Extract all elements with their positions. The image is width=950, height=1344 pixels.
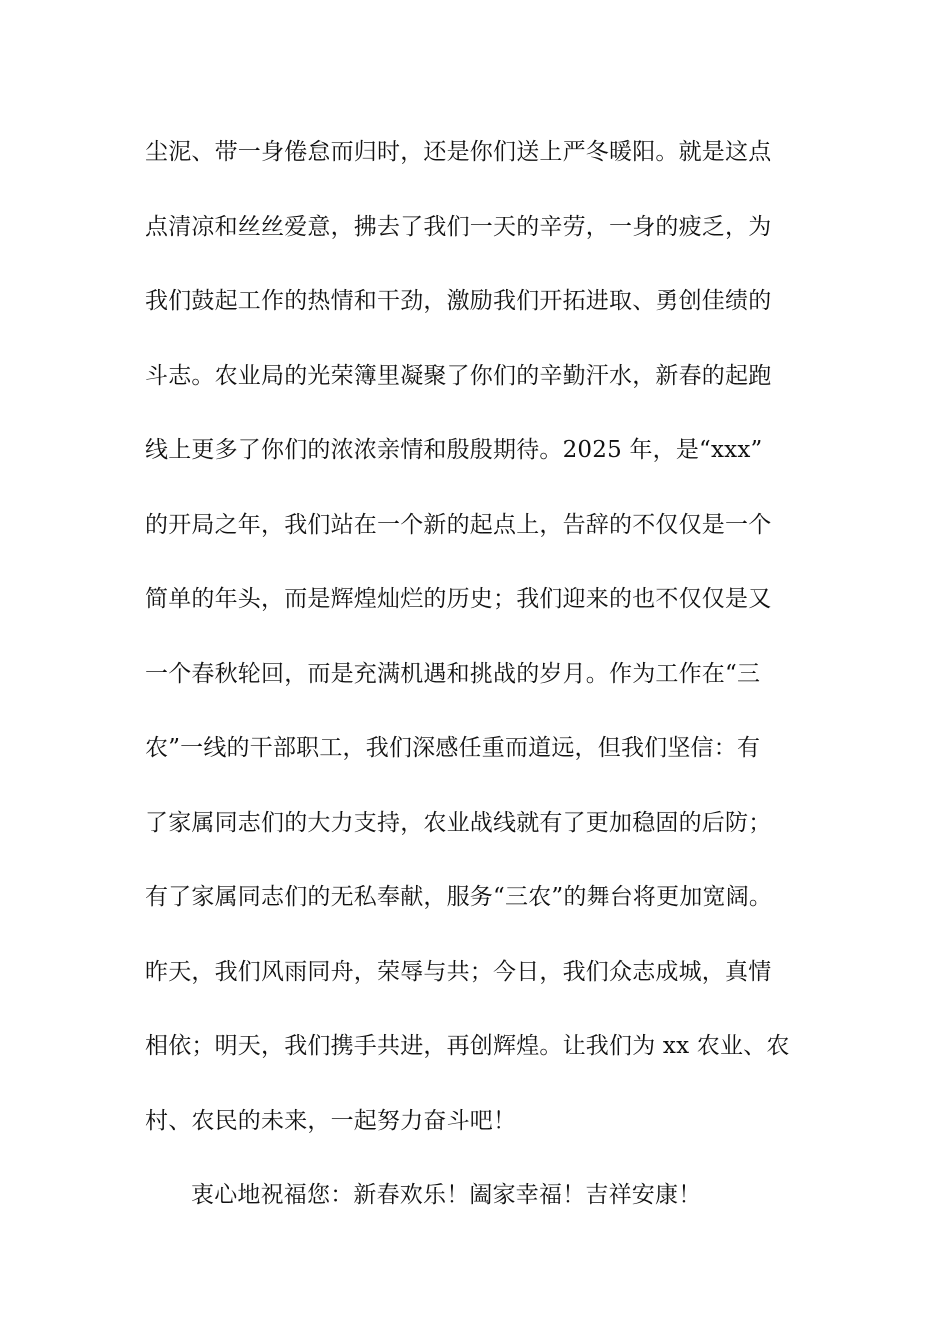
paragraph-line: 相依；明天，我们携手共进，再创辉煌。让我们为 xx 农业、农 bbox=[145, 1033, 790, 1059]
paragraph-line: 尘泥、带一身倦怠而归时，还是你们送上严冬暖阳。就是这点 bbox=[145, 139, 772, 165]
paragraph-line: 一个春秋轮回，而是充满机遇和挑战的岁月。作为工作在“三 bbox=[145, 660, 761, 687]
paragraph-line: 的开局之年，我们站在一个新的起点上，告辞的不仅仅是一个 bbox=[145, 511, 772, 538]
closing-greeting: 衷心地祝福您：新春欢乐！阖家幸福！吉祥安康！ bbox=[191, 1182, 702, 1208]
paragraph-line: 点清凉和丝丝爱意，拂去了我们一天的辛劳，一身的疲乏，为 bbox=[145, 213, 772, 240]
paragraph-line: 农”一线的干部职工，我们深感任重而道远，但我们坚信：有 bbox=[145, 735, 761, 761]
paragraph-line: 昨天，我们风雨同舟，荣辱与共；今日，我们众志成城，真情 bbox=[145, 958, 772, 985]
paragraph-line: 有了家属同志们的无私奉献，服务“三农”的舞台将更加宽阔。 bbox=[145, 884, 773, 910]
paragraph-line: 我们鼓起工作的热情和干劲，激励我们开拓进取、勇创佳绩的 bbox=[145, 288, 772, 314]
paragraph-line: 线上更多了你们的浓浓亲情和殷殷期待。2025 年，是“xxx” bbox=[145, 437, 763, 463]
paragraph-line: 简单的年头，而是辉煌灿烂的历史；我们迎来的也不仅仅是又 bbox=[145, 586, 772, 612]
paragraph-line: 村、农民的未来，一起努力奋斗吧！ bbox=[145, 1107, 517, 1134]
paragraph-line: 斗志。农业局的光荣簿里凝聚了你们的辛勤汗水，新春的起跑 bbox=[145, 362, 772, 389]
body-text bbox=[145, 128, 845, 1246]
paragraph-line: 了家属同志们的大力支持，农业战线就有了更加稳固的后防； bbox=[145, 809, 772, 836]
